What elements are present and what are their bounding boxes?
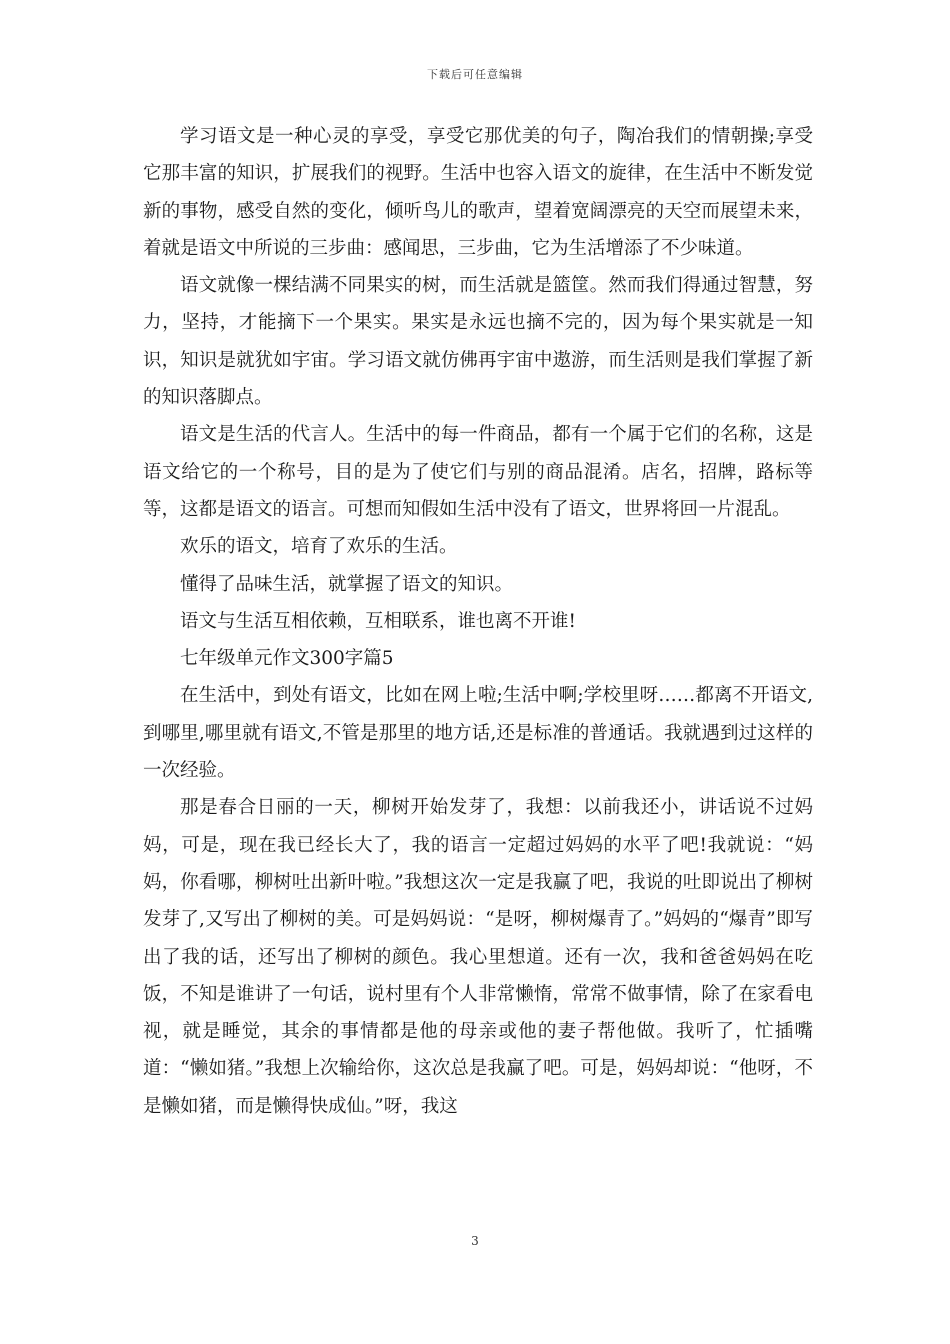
paragraph: 欢乐的语文，培育了欢乐的生活。: [180, 536, 458, 558]
paragraph: 在生活中，到处有语文，比如在网上啦;生活中啊;学校里呀……都离不开语文,到哪里,哪里就有语文,不管是那里的地方话,还是标准的普通话。我就遇到过这样的一次经验。: [143, 685, 813, 782]
paragraph: 学习语文是一种心灵的享受，享受它那优美的句子，陶冶我们的情朝操;享受它那丰富的知识，扩展我们的视野。生活中也容入语文的旋律，在生活中不断发觉新的事物，感受自然的变化，倾听鸟儿的歌声，望着宽阔漂亮的天空而展望未来，着就是语文中所说的三步曲：感闻思，三步曲，它为生活增添了不少味道。: [143, 126, 813, 259]
paragraph: 懂得了品味生活，就掌握了语文的知识。: [180, 573, 514, 595]
document-body: [143, 118, 813, 1125]
paragraph: 语文就像一棵结满不同果实的树，而生活就是篮筐。然而我们得通过智慧，努力，坚持，才能摘下一个果实。果实是永远也摘不完的，因为每个果实就是一知识，知识是就犹如宇宙。学习语文就仿佛再宇宙中遨游，而生活则是我们掌握了新的知识落脚点。: [143, 275, 813, 409]
paragraph: 语文是生活的代言人。生活中的每一件商品，都有一个属于它们的名称，这是语文给它的一个称号，目的是为了使它们与别的商品混淆。店名，招牌，路标等等，这都是语文的语言。可想而知假如生活中没有了语文，世界将回一片混乱。: [143, 424, 813, 520]
page-header: 下载后可任意编辑: [427, 68, 523, 81]
paragraph: 语文与生活互相依赖，互相联系，谁也离不开谁!: [180, 610, 576, 632]
page-number: 3: [471, 1234, 479, 1248]
section-heading: 七年级单元作文300字篇5: [180, 648, 394, 670]
paragraph: 那是春合日丽的一天，柳树开始发芽了，我想：以前我还小，讲话说不过妈妈，可是，现在我已经长大了，我的语言一定超过妈妈的水平了吧!我就说：“妈妈，你看哪，柳树吐出新叶啦。”我想这次一定是我赢了吧，我说的吐即说出了柳树发芽了,又写出了柳树的美。可是妈妈说：“是呀，柳树爆青了。”妈妈的“爆青”即写出了我的话，还写出了柳树的颜色。我心里想道。还有一次，我和爸爸妈妈在吃饭，不知是谁讲了一句话，说村里有个人非常懒惰，常常不做事情，除了在家看电视，就是睡觉，其余的事情都是他的母亲或他的妻子帮他做。我听了，忙插嘴道：“懒如猪。”我想上次输给你，这次总是我赢了吧。可是，妈妈却说：“他呀，不是懒如猪，而是懒得快成仙。”呀，我这: [143, 797, 813, 1117]
